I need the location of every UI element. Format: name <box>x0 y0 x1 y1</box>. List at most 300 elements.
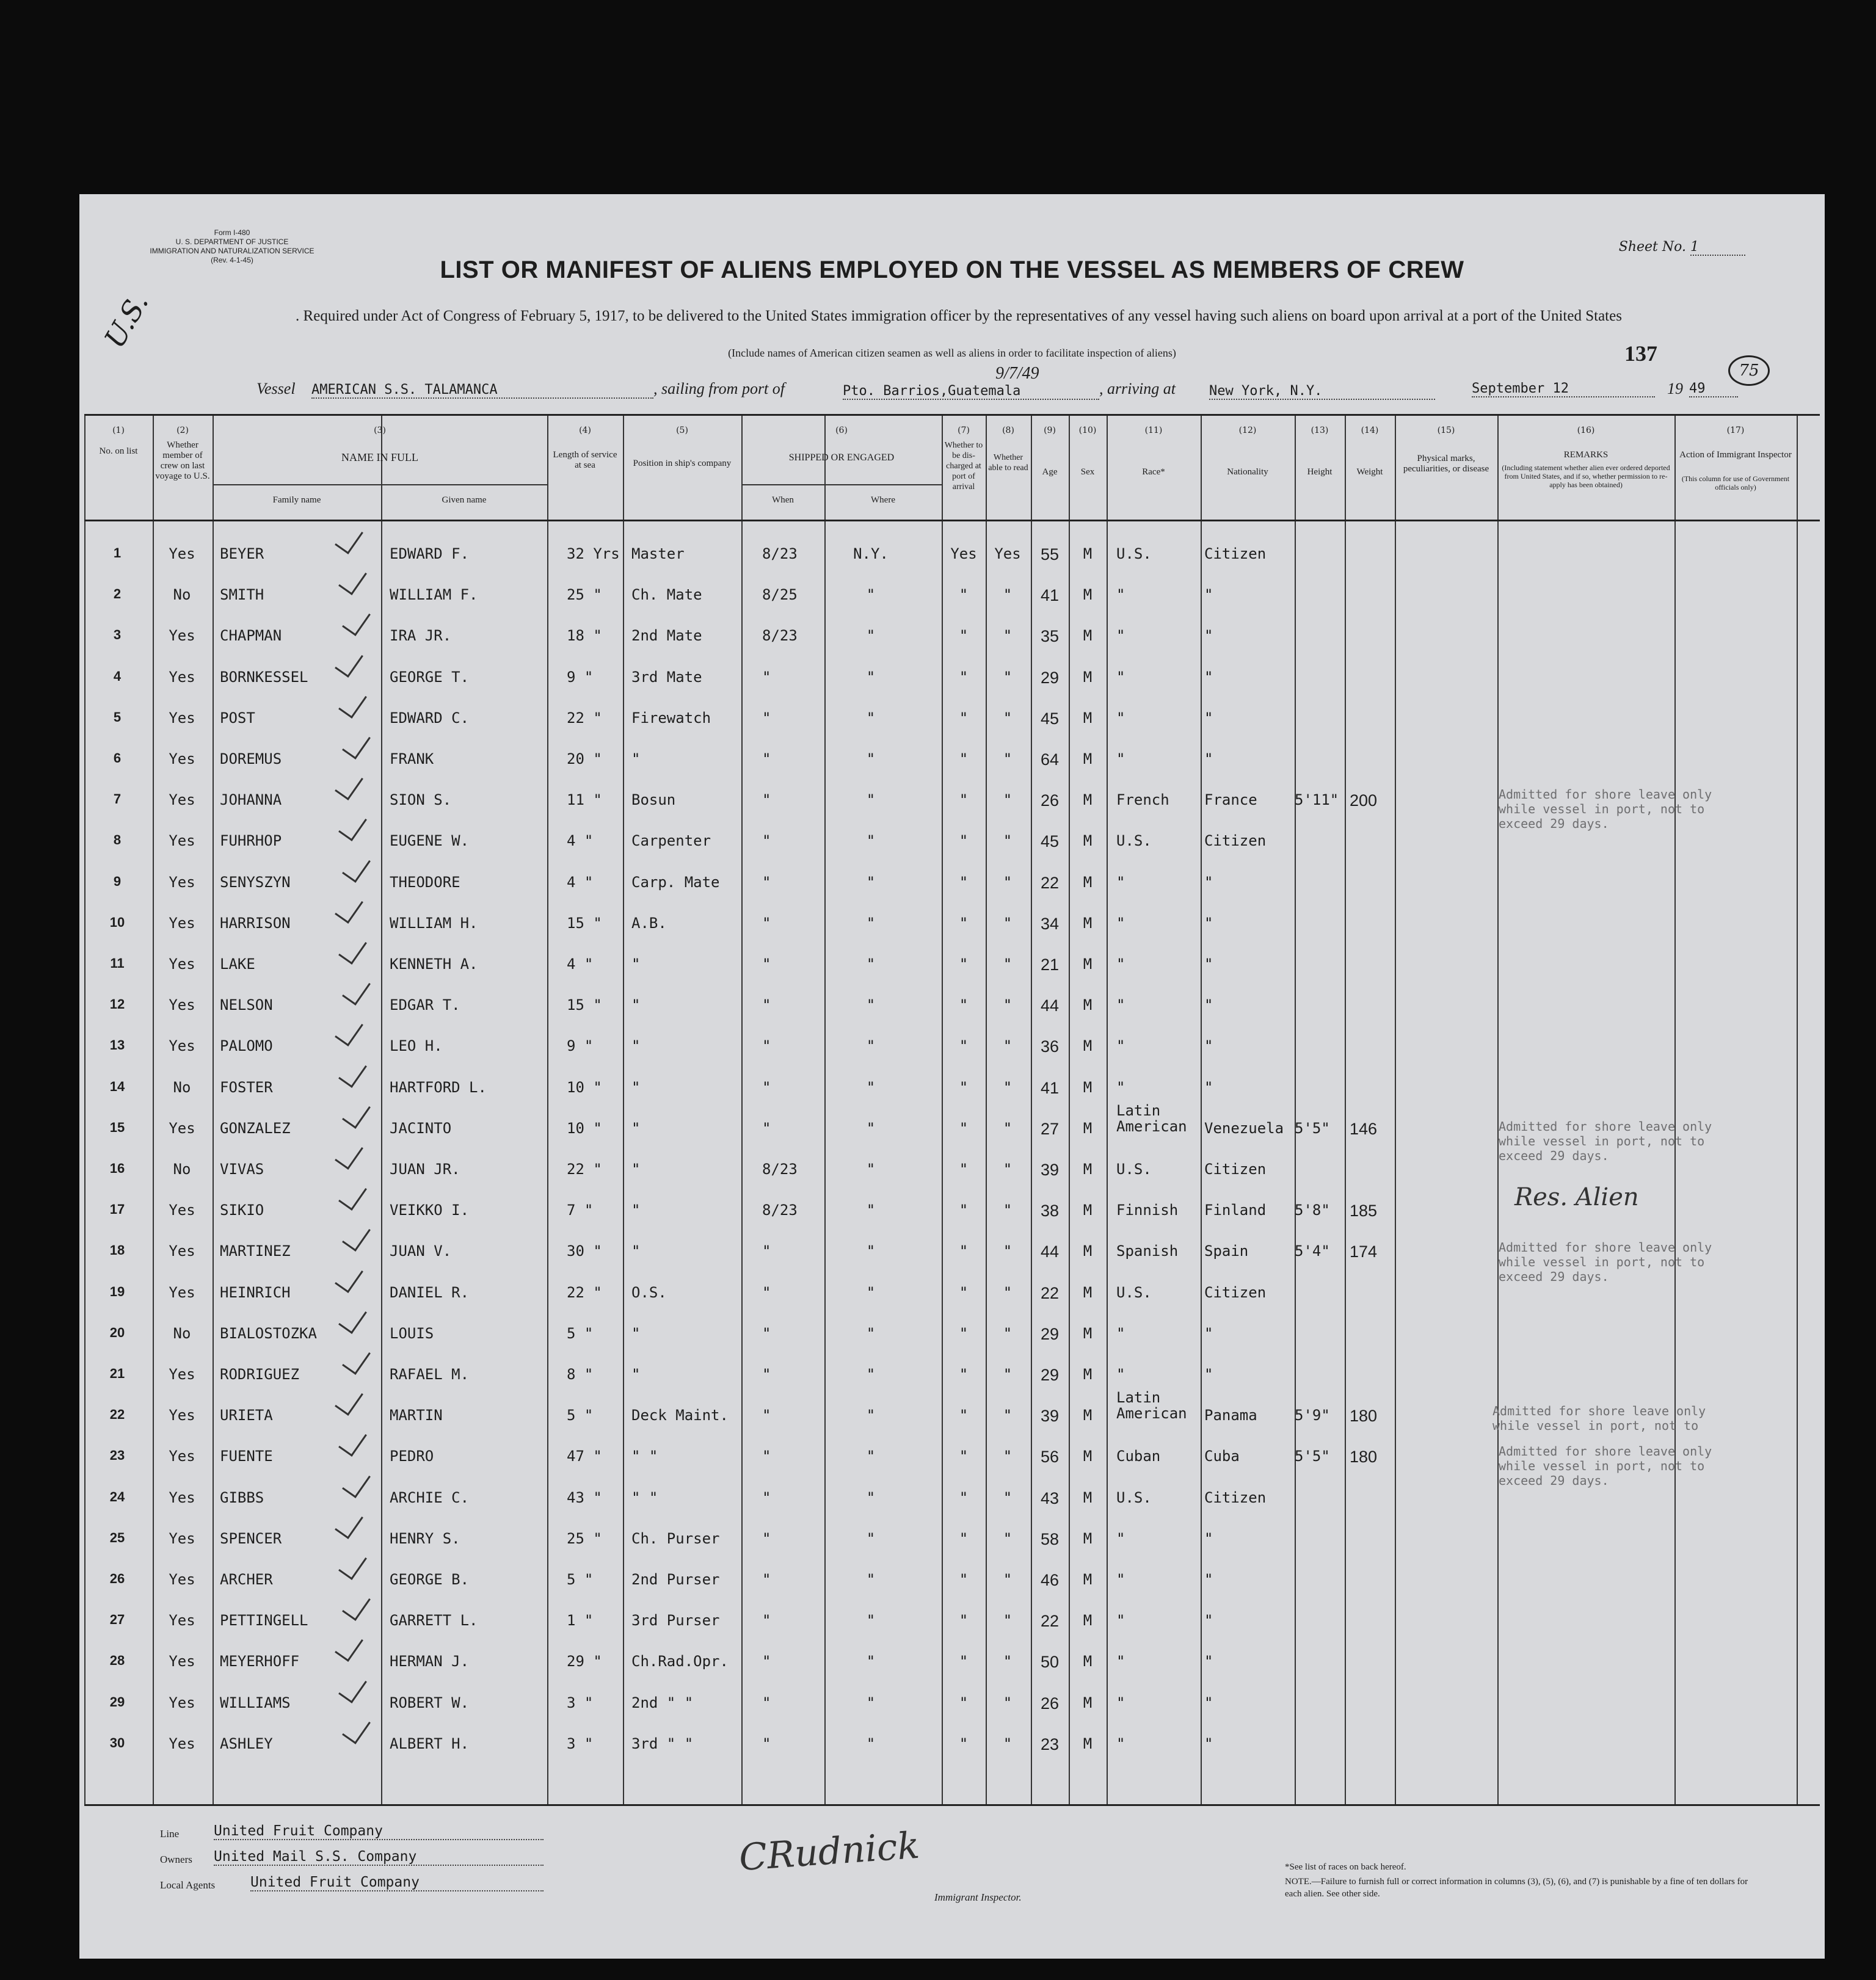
owners-value: United Mail S.S. Company <box>214 1849 544 1866</box>
cell-when: 8/23 <box>762 545 798 562</box>
cell-sex: M <box>1083 1202 1093 1219</box>
cell-race: " <box>1116 956 1125 973</box>
cell-age: 64 <box>1040 750 1060 769</box>
cell-length: 3 " <box>567 1735 594 1752</box>
cell-position: Ch.Rad.Opr. <box>631 1653 729 1670</box>
cell-discharged: " <box>959 1366 969 1383</box>
cell-length: 9 " <box>567 1037 594 1055</box>
stamp-number: 137 <box>1624 341 1657 366</box>
arriving-label: , arriving at <box>1099 380 1176 397</box>
cell-position: A.B. <box>631 914 667 932</box>
cell-race: " <box>1116 1366 1125 1383</box>
cell-sex: M <box>1083 1489 1093 1506</box>
line-label: Line <box>160 1828 180 1840</box>
colnum-15: (15) <box>1437 426 1455 435</box>
cell-read: " <box>1003 791 1013 809</box>
cell-nationality: Panama <box>1204 1407 1257 1424</box>
cell-given: HENRY S. <box>390 1529 460 1547</box>
cell-given: GEORGE T. <box>390 668 470 686</box>
cell-discharged: " <box>959 1571 969 1588</box>
cell-age: 45 <box>1040 709 1060 728</box>
cell-height: 5'5" <box>1295 1448 1330 1465</box>
cell-position: 3rd Purser <box>631 1612 720 1630</box>
cell-family: MEYERHOFF <box>220 1653 300 1670</box>
cell-nationality: " <box>1204 709 1213 727</box>
form-dept: U. S. DEPARTMENT OF JUSTICE <box>175 238 289 246</box>
cell-nationality: " <box>1204 627 1213 645</box>
remark-admitted-3: Admitted for shore leave only while vessel in port, not to exceed 29 days. <box>1499 1240 1712 1284</box>
cell-age: 26 <box>1040 791 1060 810</box>
cell-discharged: " <box>959 791 969 809</box>
cell-read: " <box>1003 1489 1013 1506</box>
cell-given: RAFAEL M. <box>390 1366 470 1383</box>
cell-position: Carpenter <box>631 832 711 850</box>
cell-length: 5 " <box>567 1407 594 1424</box>
cell-family: GIBBS <box>220 1489 264 1506</box>
cell-member: Yes <box>169 1653 195 1670</box>
cell-race: Cuban <box>1116 1448 1161 1465</box>
cell-race: " <box>1116 1037 1125 1055</box>
cell-member: Yes <box>169 1119 195 1137</box>
cell-length: 15 " <box>567 996 602 1014</box>
table-row <box>84 1311 1820 1352</box>
cell-no: 24 <box>109 1489 125 1504</box>
cell-no: 10 <box>109 914 125 930</box>
cell-length: 43 " <box>567 1489 602 1506</box>
inspector-signature: CRudnick <box>737 1824 922 1880</box>
cell-discharged: " <box>959 1407 969 1424</box>
cell-family: BORNKESSEL <box>220 668 308 686</box>
cell-member: No <box>173 1078 191 1096</box>
cell-discharged: " <box>959 1037 969 1055</box>
cell-age: 58 <box>1040 1529 1060 1548</box>
cell-length: 4 " <box>567 832 594 850</box>
table-row <box>84 942 1820 982</box>
cell-where: " <box>866 1202 876 1219</box>
cell-length: 47 " <box>567 1448 602 1465</box>
header-weight: Weight <box>1356 467 1383 477</box>
cell-age: 22 <box>1040 873 1060 892</box>
cell-given: EDWARD F. <box>390 545 470 562</box>
cell-weight: 185 <box>1350 1202 1378 1220</box>
cell-discharged: " <box>959 586 969 604</box>
cell-given: MARTIN <box>390 1407 443 1424</box>
cell-where: " <box>866 1529 876 1547</box>
note-races: *See list of races on back hereof. <box>1285 1862 1406 1872</box>
cell-where: " <box>866 709 876 727</box>
cell-nationality: Cuba <box>1204 1448 1240 1465</box>
cell-discharged: " <box>959 996 969 1014</box>
cell-member: Yes <box>169 791 195 809</box>
cell-length: 4 " <box>567 956 594 973</box>
cell-member: Yes <box>169 709 195 727</box>
table-row <box>84 1065 1820 1106</box>
cell-where: " <box>866 956 876 973</box>
cell-no: 6 <box>113 750 122 766</box>
cell-race: " <box>1116 1612 1125 1630</box>
cell-read: " <box>1003 1735 1013 1752</box>
cell-where: " <box>866 1653 876 1670</box>
cell-position: " <box>631 1202 641 1219</box>
header-position: Position in ship's company <box>633 459 732 468</box>
cell-read: " <box>1003 1078 1013 1096</box>
cell-where: " <box>866 914 876 932</box>
cell-race: Latin American <box>1116 1101 1187 1135</box>
cell-length: 20 " <box>567 750 602 767</box>
cell-race: " <box>1116 668 1125 686</box>
table-row <box>84 1681 1820 1721</box>
cell-when: " <box>762 1283 771 1301</box>
cell-when: " <box>762 791 771 809</box>
cell-sex: M <box>1083 709 1093 727</box>
cell-family: DOREMUS <box>220 750 282 767</box>
cell-age: 55 <box>1040 545 1060 564</box>
cell-length: 1 " <box>567 1612 594 1630</box>
cell-nationality: Citizen <box>1204 1489 1267 1506</box>
requirement-text: . Required under Act of Congress of February 5, 1917, to be delivered to the United States immigration officer by the representatives of any vessel having such aliens on board upon arrival at a port of the United States <box>296 308 1622 324</box>
cell-family: WILLIAMS <box>220 1694 291 1711</box>
cell-family: BIALOSTOZKA <box>220 1324 317 1342</box>
table-row <box>84 1722 1820 1762</box>
cell-given: LOUIS <box>390 1324 434 1342</box>
cell-member: Yes <box>169 1037 195 1055</box>
cell-when: " <box>762 832 771 850</box>
cell-read: " <box>1003 1571 1013 1588</box>
cell-age: 41 <box>1040 586 1060 605</box>
cell-weight: 146 <box>1350 1119 1378 1138</box>
stamp-circle: 75 <box>1728 355 1770 386</box>
cell-member: Yes <box>169 873 195 891</box>
cell-member: No <box>173 586 191 604</box>
cell-height: 5'8" <box>1295 1202 1330 1219</box>
cell-sex: M <box>1083 1571 1093 1588</box>
header-remarks: REMARKS <box>1563 450 1609 460</box>
cell-race: U.S. <box>1116 545 1152 562</box>
sailing-port: Pto. Barrios,Guatemala <box>843 383 1099 400</box>
cell-when: " <box>762 1366 771 1383</box>
header-physical: Physical marks, peculiarities, or disease <box>1403 454 1489 474</box>
year-value: 49 <box>1689 381 1738 397</box>
cell-where: " <box>866 1571 876 1588</box>
cell-given: LEO H. <box>390 1037 443 1055</box>
cell-race: " <box>1116 1653 1125 1670</box>
cell-length: 15 " <box>567 914 602 932</box>
cell-age: 46 <box>1040 1571 1060 1589</box>
colnum-8: (8) <box>1002 426 1014 435</box>
cell-when: " <box>762 1735 771 1752</box>
remark-admitted-2: Admitted for shore leave only while vessel in port, not to exceed 29 days. <box>1499 1119 1712 1163</box>
remark-admitted-5: Admitted for shore leave only while vessel in port, not to exceed 29 days. <box>1499 1444 1712 1488</box>
cell-where: N.Y. <box>853 545 889 562</box>
cell-position: 3rd " " <box>631 1735 694 1752</box>
cell-race: Spanish <box>1116 1242 1179 1260</box>
cell-race: U.S. <box>1116 1489 1152 1506</box>
cell-given: DANIEL R. <box>390 1283 470 1301</box>
cell-nationality: Finland <box>1204 1202 1267 1219</box>
cell-where: " <box>866 1735 876 1752</box>
cell-nationality: " <box>1204 996 1213 1014</box>
colnum-6: (6) <box>835 426 848 435</box>
table-row <box>84 737 1820 777</box>
cell-race: Latin American <box>1116 1389 1187 1423</box>
cell-discharged: " <box>959 1119 969 1137</box>
header-remarks-sub: (Including statement whether alien ever ordered deported from United States, and if so, whether permission to re-apply has been obtained) <box>1502 463 1670 489</box>
cell-member: Yes <box>169 1694 195 1711</box>
cell-sex: M <box>1083 1324 1093 1342</box>
table-row <box>84 1352 1820 1393</box>
cell-position: 2nd " " <box>631 1694 694 1711</box>
cell-when: " <box>762 1694 771 1711</box>
table-row <box>84 655 1820 695</box>
cell-discharged: " <box>959 627 969 645</box>
cell-read: " <box>1003 1037 1013 1055</box>
header-member: Whether member of crew on last voyage to U.S. <box>155 440 210 481</box>
cell-height: 5'4" <box>1295 1242 1330 1260</box>
cell-read: " <box>1003 956 1013 973</box>
cell-race: " <box>1116 1735 1125 1752</box>
cell-nationality: " <box>1204 1653 1213 1670</box>
cell-length: 22 " <box>567 1161 602 1178</box>
cell-nationality: Venezuela <box>1204 1119 1284 1137</box>
cell-discharged: " <box>959 750 969 767</box>
form-rev: (Rev. 4-1-45) <box>211 256 253 264</box>
cell-family: BEYER <box>220 545 264 562</box>
cell-when: 8/23 <box>762 627 798 645</box>
cell-given: ALBERT H. <box>390 1735 470 1752</box>
cell-where: " <box>866 627 876 645</box>
cell-given: SION S. <box>390 791 452 809</box>
cell-where: " <box>866 1242 876 1260</box>
cell-discharged: " <box>959 668 969 686</box>
cell-discharged: " <box>959 1078 969 1096</box>
crew-manifest-table <box>84 414 1820 1806</box>
cell-position: 2nd Purser <box>631 1571 720 1588</box>
cell-family: CHAPMAN <box>220 627 282 645</box>
year-label: 19 <box>1667 380 1683 397</box>
cell-discharged: " <box>959 1489 969 1506</box>
cell-length: 11 " <box>567 791 602 809</box>
cell-where: " <box>866 586 876 604</box>
cell-position: " <box>631 1119 641 1137</box>
cell-sex: M <box>1083 873 1093 891</box>
cell-race: Finnish <box>1116 1202 1179 1219</box>
cell-member: Yes <box>169 1366 195 1383</box>
cell-nationality: " <box>1204 1694 1213 1711</box>
cell-position: " <box>631 996 641 1014</box>
cell-member: Yes <box>169 1448 195 1465</box>
cell-length: 9 " <box>567 668 594 686</box>
cell-age: 29 <box>1040 1324 1060 1343</box>
cell-family: SIKIO <box>220 1202 264 1219</box>
cell-given: ARCHIE C. <box>390 1489 470 1506</box>
header-action-sub: (This column for use of Government officials only) <box>1681 474 1790 491</box>
note-penalty: NOTE.—Failure to furnish full or correct information in columns (3), (5), (6), and (7) is punishable by a fine of ten dollars for each alien. See other side. <box>1285 1877 1748 1899</box>
cell-read: " <box>1003 1612 1013 1630</box>
colnum-4: (4) <box>579 426 591 435</box>
cell-read: " <box>1003 1324 1013 1342</box>
cell-position: " <box>631 1078 641 1096</box>
cell-position: " <box>631 1161 641 1178</box>
inspector-label: Immigrant Inspector. <box>934 1891 1022 1903</box>
cell-position: " " <box>631 1489 658 1506</box>
cell-nationality: Spain <box>1204 1242 1249 1260</box>
table-row <box>84 901 1820 941</box>
cell-discharged: " <box>959 832 969 850</box>
cell-when: " <box>762 1612 771 1630</box>
colnum-7: (7) <box>958 426 970 435</box>
cell-discharged: " <box>959 1202 969 1219</box>
cell-length: 5 " <box>567 1324 594 1342</box>
cell-sex: M <box>1083 1735 1093 1752</box>
manifest-footer <box>79 1806 1825 1959</box>
cell-read: " <box>1003 1283 1013 1301</box>
cell-member: Yes <box>169 1735 195 1752</box>
cell-where: " <box>866 750 876 767</box>
cell-race: " <box>1116 996 1125 1014</box>
manifest-sheet <box>79 194 1825 1959</box>
cell-member: Yes <box>169 1571 195 1588</box>
cell-where: " <box>866 1694 876 1711</box>
cell-when: 8/23 <box>762 1202 798 1219</box>
cell-discharged: " <box>959 1612 969 1630</box>
cell-length: 7 " <box>567 1202 594 1219</box>
cell-no: 30 <box>109 1735 125 1750</box>
table-row <box>84 532 1820 572</box>
cell-when: " <box>762 1529 771 1547</box>
cell-when: " <box>762 1448 771 1465</box>
cell-no: 13 <box>109 1037 125 1053</box>
cell-race: " <box>1116 914 1125 932</box>
cell-length: 25 " <box>567 586 602 604</box>
cell-position: " " <box>631 1448 658 1465</box>
cell-age: 23 <box>1040 1735 1060 1753</box>
cell-age: 22 <box>1040 1283 1060 1302</box>
cell-sex: M <box>1083 996 1093 1014</box>
remark-admitted-1: Admitted for shore leave only while vessel in port, not to exceed 29 days. <box>1499 787 1712 831</box>
cell-length: 3 " <box>567 1694 594 1711</box>
cell-nationality: " <box>1204 1612 1213 1630</box>
cell-discharged: " <box>959 1283 969 1301</box>
cell-age: 36 <box>1040 1037 1060 1056</box>
cell-age: 45 <box>1040 832 1060 851</box>
cell-given: HERMAN J. <box>390 1653 470 1670</box>
header-where: Where <box>871 495 895 505</box>
cell-discharged: " <box>959 1529 969 1547</box>
cell-no: 5 <box>113 709 122 725</box>
cell-age: 34 <box>1040 914 1060 933</box>
cell-member: Yes <box>169 914 195 932</box>
cell-when: " <box>762 1653 771 1670</box>
cell-member: Yes <box>169 545 195 562</box>
cell-weight: 180 <box>1350 1407 1378 1426</box>
table-row <box>84 573 1820 613</box>
cell-read: " <box>1003 709 1013 727</box>
cell-sex: M <box>1083 956 1093 973</box>
cell-nationality: " <box>1204 1571 1213 1588</box>
cell-member: Yes <box>169 1283 195 1301</box>
cell-given: JUAN JR. <box>390 1161 460 1178</box>
cell-when: " <box>762 1489 771 1506</box>
cell-age: 29 <box>1040 1366 1060 1384</box>
colnum-1: (1) <box>112 426 125 435</box>
cell-no: 16 <box>109 1161 125 1176</box>
cell-race: U.S. <box>1116 1283 1152 1301</box>
cell-member: Yes <box>169 996 195 1014</box>
cell-position: " <box>631 1037 641 1055</box>
cell-where: " <box>866 832 876 850</box>
cell-sex: M <box>1083 1694 1093 1711</box>
cell-nationality: Citizen <box>1204 1283 1267 1301</box>
header-able-to-read: Whether able to read <box>988 453 1028 473</box>
cell-sex: M <box>1083 668 1093 686</box>
cell-sex: M <box>1083 791 1093 809</box>
cell-height: 5'5" <box>1295 1119 1330 1137</box>
cell-nationality: " <box>1204 750 1213 767</box>
colnum-11: (11) <box>1144 426 1163 435</box>
form-number: Form I-480 <box>214 228 250 237</box>
cell-race: " <box>1116 873 1125 891</box>
cell-length: 10 " <box>567 1078 602 1096</box>
header-height: Height <box>1307 467 1332 477</box>
cell-sex: M <box>1083 832 1093 850</box>
cell-given: WILLIAM F. <box>390 586 478 604</box>
cell-position: O.S. <box>631 1283 667 1301</box>
cell-family: FOSTER <box>220 1078 273 1096</box>
cell-position: " <box>631 1366 641 1383</box>
cell-no: 1 <box>113 545 122 560</box>
cell-discharged: " <box>959 1735 969 1752</box>
cell-when: " <box>762 1119 771 1137</box>
cell-length: 22 " <box>567 709 602 727</box>
cell-when: " <box>762 1324 771 1342</box>
cell-no: 7 <box>113 791 122 807</box>
header-given-name: Given name <box>442 495 487 505</box>
cell-age: 43 <box>1040 1489 1060 1507</box>
cell-discharged: Yes <box>950 545 977 562</box>
cell-when: " <box>762 996 771 1014</box>
cell-sex: M <box>1083 1407 1093 1424</box>
cell-length: 8 " <box>567 1366 594 1383</box>
cell-no: 27 <box>109 1612 125 1628</box>
cell-given: JUAN V. <box>390 1242 452 1260</box>
cell-age: 38 <box>1040 1202 1060 1220</box>
cell-where: " <box>866 1612 876 1630</box>
cell-family: SMITH <box>220 586 264 604</box>
cell-read: " <box>1003 1448 1013 1465</box>
cell-where: " <box>866 873 876 891</box>
header-no-on-list: No. on list <box>99 446 138 456</box>
colnum-3: (3) <box>374 426 386 435</box>
cell-where: " <box>866 1366 876 1383</box>
cell-family: NELSON <box>220 996 273 1014</box>
cell-race: " <box>1116 627 1125 645</box>
cell-discharged: " <box>959 914 969 932</box>
cell-given: JACINTO <box>390 1119 452 1137</box>
cell-given: GARRETT L. <box>390 1612 478 1630</box>
cell-where: " <box>866 1324 876 1342</box>
cell-no: 20 <box>109 1324 125 1340</box>
sailing-label: , sailing from port of <box>653 380 785 397</box>
agents-label: Local Agents <box>160 1879 216 1891</box>
header-length-service: Length of service at sea <box>553 450 617 470</box>
cell-age: 21 <box>1040 956 1060 974</box>
cell-family: PALOMO <box>220 1037 273 1055</box>
cell-given: PEDRO <box>390 1448 434 1465</box>
cell-given: HARTFORD L. <box>390 1078 487 1096</box>
colnum-10: (10) <box>1078 426 1097 435</box>
cell-length: 30 " <box>567 1242 602 1260</box>
colnum-12: (12) <box>1238 426 1257 435</box>
